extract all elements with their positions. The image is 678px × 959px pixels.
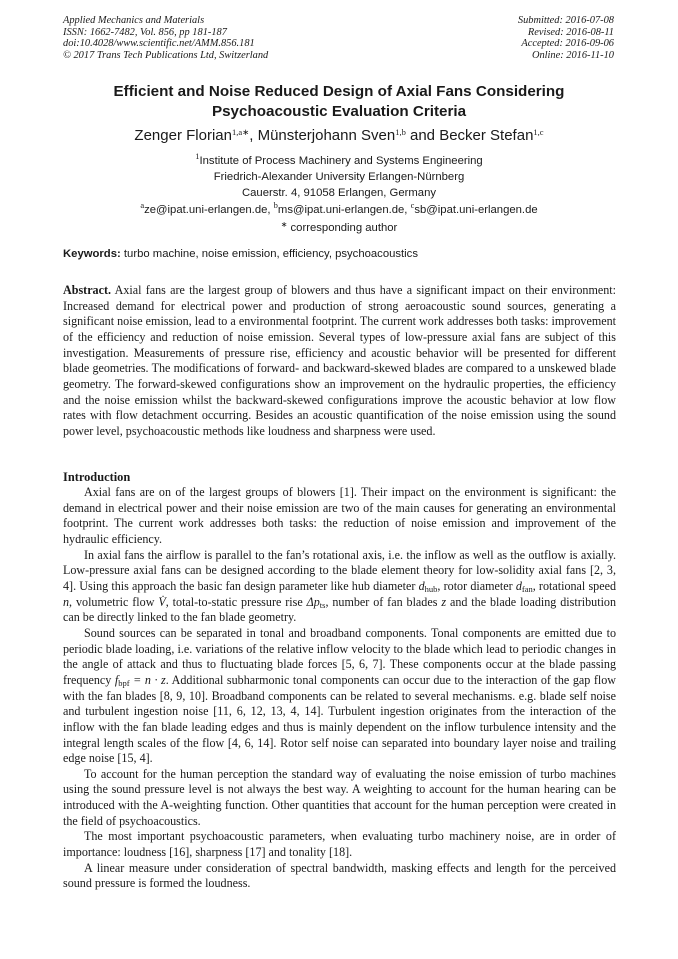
p2-text: and the blade loading distribution can be directly linked to the fan blade geometry. [63, 594, 617, 625]
affiliation-mark: 1 [195, 151, 200, 161]
date-revised: Revised: 2016-08-11 [527, 26, 614, 38]
keywords [63, 246, 616, 262]
keywords-label: Keywords: [63, 248, 121, 260]
p3-text: Sound sources can be separated in tonal and broadband components. Tonal components are emitted due to periodic blade loading, i.e. variations of the relative inflow velocity to the blade which lead to periodic changes in the angle of attack and thus to fluctuating blade forces [5, 6, 7]. These components occur at the blade passing frequency [63, 625, 616, 687]
title-line-1: Efficient and Noise Reduced Design of Axial Fans Considering [113, 83, 565, 100]
email-a-mark: a [140, 200, 145, 210]
symbol-subscript: hub [424, 583, 438, 594]
corresponding-mark: ∗ [280, 220, 288, 229]
symbol-volumetric-flow: V̇ [158, 594, 166, 609]
symbol-bpf [115, 673, 166, 687]
symbol-hub-diameter [419, 579, 438, 593]
email-b[interactable]: ms@ipat.uni-erlangen.de, [277, 204, 411, 216]
journal-doi: doi:10.4028/www.scientific.net/AMM.856.181 [63, 38, 255, 49]
author-1-affil: 1,a∗ [231, 127, 250, 137]
author-separator: and [405, 127, 440, 144]
intro-paragraph-4: To account for the human perception the standard way of evaluating the noise emission of turbo machines using the sound pressure level is not always the best way. A weighting to account for the human hearing can be introduced with the A-weighting function. Other quantities that account for the human perception were created in the field of psychoacoustics. [63, 766, 616, 828]
author-3: Becker Stefan [439, 127, 534, 144]
symbol-subscript: bpf [118, 677, 130, 688]
journal-name: Applied Mechanics and Materials [63, 15, 205, 26]
date-online: Online: 2016-11-10 [531, 49, 614, 61]
abstract-paragraph [63, 283, 616, 440]
affiliation [40, 153, 638, 201]
p2-text: , total-to-static pressure rise [165, 594, 307, 609]
p2-text: , number of fan blades [325, 594, 442, 609]
symbol-rotor-diameter [516, 579, 533, 593]
author-separator: , [249, 127, 258, 144]
symbol-blade-number: z [441, 594, 447, 609]
author-3-affil: 1,c [533, 127, 544, 137]
email-c-mark: c [410, 200, 415, 210]
author-2: Münsterjohann Sven [257, 127, 396, 144]
symbol-subscript: fan [521, 583, 533, 594]
p2-text: , volumetric flow [69, 594, 159, 609]
affiliation-institute: Institute of Process Machinery and Systems Engineering [199, 155, 483, 167]
p2-text: , rotor diameter [437, 578, 516, 593]
abstract [63, 283, 616, 440]
intro-paragraph-3 [63, 626, 616, 767]
corresponding-author-note [40, 220, 638, 236]
email-list [40, 202, 638, 218]
email-a[interactable]: ze@ipat.uni-erlangen.de, [144, 204, 274, 216]
intro-paragraph-6: A linear measure under consideration of spectral bandwidth, masking effects and length for the perceived sound pressure is formed the loudness. [63, 860, 616, 891]
symbol-rotational-speed: n [63, 594, 70, 609]
p2-text: , rotational speed [532, 578, 616, 593]
affiliation-line-3: Cauerstr. 4, 91058 Erlangen, Germany [241, 187, 437, 199]
intro-paragraph-1: Axial fans are on of the largest groups of blowers [1]. Their impact on the environment is significant: the demand in electrical power and their noise emission are two of the main causes for generating an environmental footprint. The current work addresses both tasks: the reduction of noise emission and improvement of the hydraulic efficiency. [63, 485, 616, 546]
symbol-d: d [418, 578, 425, 593]
journal-copyright: © 2017 Trans Tech Publications Ltd, Switzerland [63, 49, 269, 61]
bpf-equation: = n · z [129, 672, 166, 687]
p2-text: In axial fans the airflow is parallel to the fan’s rotational axis, i.e. the inflow as well as the outflow is axially. Low-pressure axial fans can be designed according to the blade element theory for low-solidity axial fans [2, 3, 4]. Using this approach the basic fan design parameter like hub diameter [63, 547, 616, 593]
intro-paragraph-5: The most important psychoacoustic parameters, when evaluating turbo machinery noise, are in order of importance: loudness [16], sharpness [17] and tonality [18]. [63, 829, 616, 860]
paper-title [60, 82, 618, 121]
affiliation-line-2: Friedrich-Alexander University Erlangen-Nürnberg [213, 171, 465, 183]
abstract-text: Axial fans are the largest group of blowers and thus have a significant impact on their environment: Increased demand for electrical power and production of strong aeroacoustic sound sources, generating a significant noise emission, lead to a environmental footprint. The current work addresses both tasks: improvement of the efficiency and reduction of noise emission. Several types of low-pressure axial fans are subject of this investigation. Measurements of pressure rise, efficiency and acoustic behavior will be presented for different blade geometries. The modifications of forward- and backward-skewed blades are compared to a unskewed blade geometry. The forward-skewed configurations show an improvement on the hydraulic properties, the efficiency and the noise emission whilst the backward-skewed configurations improve the acoustic behavior at low flow rates with flow detachment occurring. Besides an acoustic quantification of the noise emission using the sound power level, psychoacoustic methods like loudness and sharpness were used. [63, 283, 616, 438]
symbol-d: d [515, 578, 522, 593]
email-c[interactable]: sb@ipat.uni-erlangen.de [414, 204, 538, 216]
title-line-2: Psychoacoustic Evaluation Criteria [211, 102, 467, 120]
author-2-affil: 1,b [395, 127, 406, 137]
corresponding-text: corresponding author [287, 222, 398, 234]
date-submitted: Submitted: 2016-07-08 [517, 15, 614, 26]
symbol-delta-p: Δp [306, 594, 320, 609]
date-accepted: Accepted: 2016-09-06 [521, 38, 614, 49]
abstract-label: Abstract. [63, 283, 112, 297]
symbol-pressure-rise [307, 595, 326, 609]
symbol-subscript: ts [319, 599, 326, 610]
author-1: Zenger Florian [134, 127, 232, 144]
p3-text: . Additional subharmonic tonal components can occur due to the interaction of the gap flow with the fan blades [8, 9, 10]. Broadband components can be related to several mechanisms. e.g. blade self noise and turbulent ingestion noise [11, 6, 12, 13, 4, 14]. Turbulent ingestion originates from the interaction of the inflow with the fan blade leading edges and thus is mainly dependent on the inflow turbulence intensity and the integral length scales of the flow [4, 6, 14]. Rotor self noise can separated into boundary layer noise and trailing edge noise [15, 4]. [63, 672, 616, 766]
affiliation-line-1 [40, 153, 638, 169]
journal-header-left [63, 15, 268, 61]
section-heading-introduction: Introduction [63, 470, 131, 484]
symbol-f: f [114, 672, 119, 687]
intro-paragraph-2 [63, 548, 616, 626]
introduction-section [63, 485, 616, 892]
email-b-mark: b [273, 200, 278, 210]
journal-header-right [518, 15, 614, 61]
journal-issn: ISSN: 1662-7482, Vol. 856, pp 181-187 [63, 26, 227, 38]
keywords-text: turbo machine, noise emission, efficiency, psychoacoustics [120, 248, 418, 260]
author-list [40, 126, 638, 146]
